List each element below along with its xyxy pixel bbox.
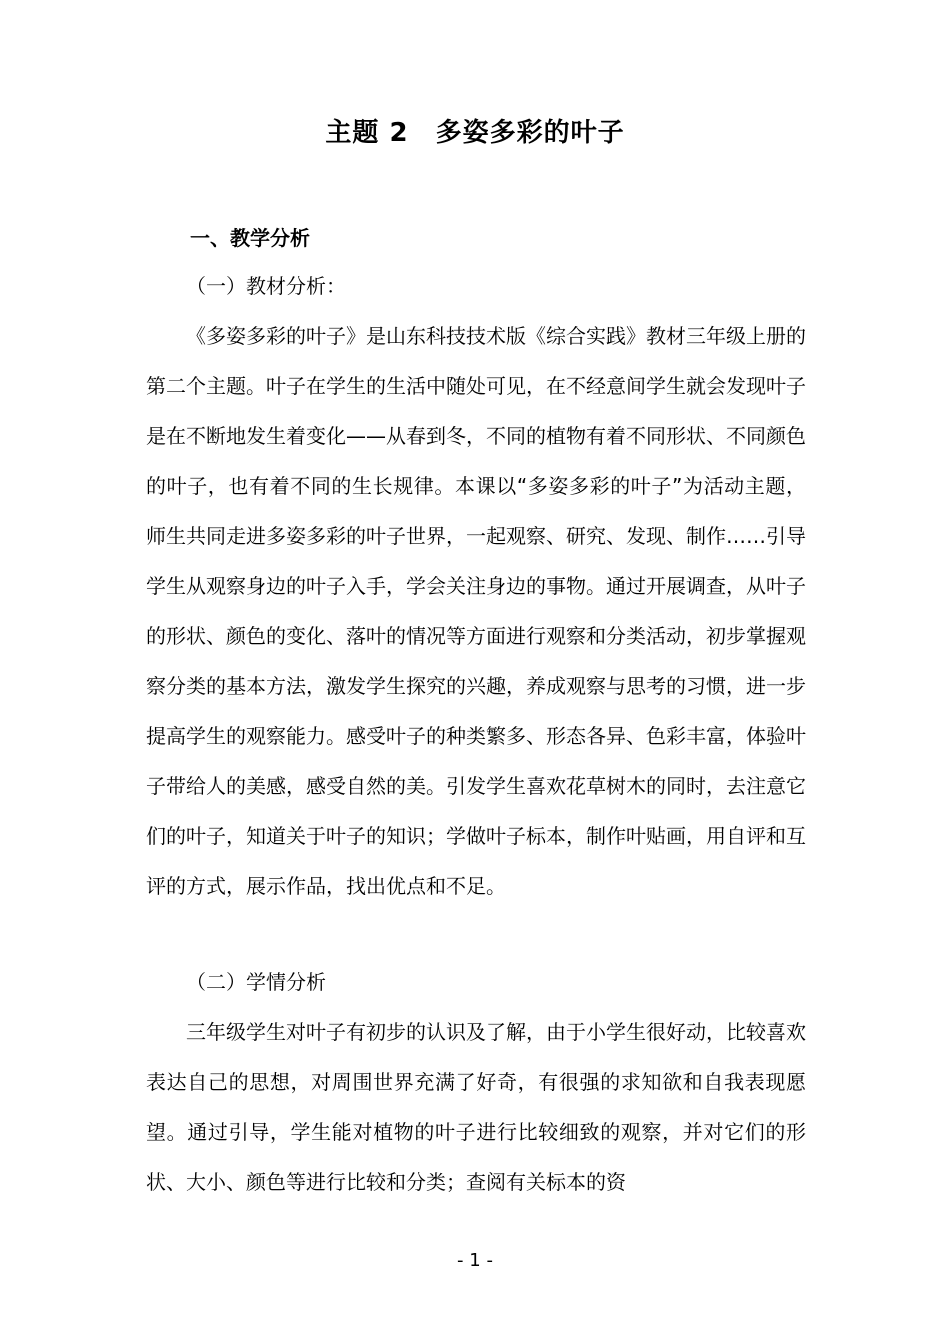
subsection-heading-textbook-analysis: （一）教材分析： (186, 274, 346, 298)
paragraph-student-analysis: 三年级学生对叶子有初步的认识及了解，由于小学生很好动，比较喜欢表达自己的思想，对周围世界充满了好奇，有很强的求知欲和自我表现愿望。通过引导，学生能对植物的叶子进行比较细致的观察，并对它们的形状、大小、颜色等进行比较和分类；查阅有关标本的资 (146, 1020, 806, 1194)
paragraph-textbook-analysis: 《多姿多彩的叶子》是山东科技技术版《综合实践》教材三年级上册的第二个主题。叶子在学生的生活中随处可见，在不经意间学生就会发现叶子是在不断地发生着变化——从春到冬，不同的植物有着不同形状、不同颜色的叶子，也有着不同的生长规律。本课以“多姿多彩的叶子”为活动主题，师生共同走进多姿多彩的叶子世界，一起观察、研究、发现、制作……引导学生从观察身边的叶子入手，学会关注身边的事物。通过开展调查，从叶子的形状、颜色的变化、落叶的情况等方面进行观察和分类活动，初步掌握观察分类的基本方法，激发学生探究的兴趣，养成观察与思考的习惯，进一步提高学生的观察能力。感受叶子的种类繁多、形态各异、色彩丰富，体验叶子带给人的美感，感受自然的美。引发学生喜欢花草树木的同时，去注意它们的叶子，知道关于叶子的知识；学做叶子标本，制作叶贴画，用自评和互评的方式，展示作品，找出优点和不足。 (146, 324, 806, 898)
section-heading: 一、教学分析 (190, 226, 310, 250)
page-number: - 1 - (457, 1250, 493, 1271)
subsection-heading-student-analysis: （二）学情分析 (186, 970, 326, 994)
document-title: 主题 2 多姿多彩的叶子 (325, 118, 625, 148)
